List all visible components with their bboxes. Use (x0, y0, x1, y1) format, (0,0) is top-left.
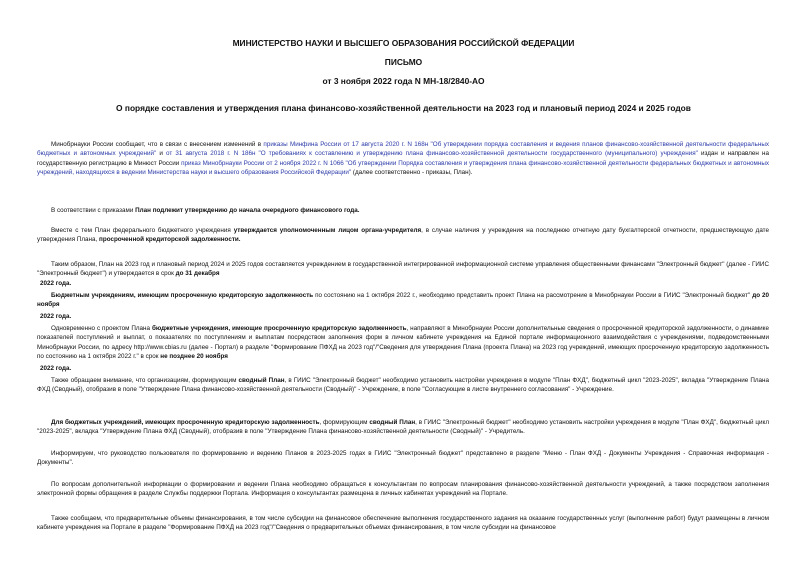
p4-year: 2022 года. (40, 280, 72, 287)
p1-text-c: издан и направлен на государственную регистрацию в Минюст России (37, 150, 769, 167)
p6-bold: бюджетные учреждения, имеющие просроченную кредиторскую задолженность (151, 325, 407, 332)
p3-text-a: Вместе с тем План федерального бюджетного учреждения (51, 227, 234, 234)
p5-text: по состоянию на 1 октября 2022 г., необходимо представить проект Плана на рассмотрение в Минобрнауки России в ГИИС "Электронный бюджет" (313, 292, 753, 299)
doc-type-heading: ПИСЬМО (384, 57, 423, 67)
paragraph-8 (37, 418, 769, 437)
link-order-168n[interactable]: приказы Минфина России от 17 августа 2020 г. N 168н "Об утверждении порядка составления и ведения планов финансово-хозяйственной деятельности федеральных бюджетных и автономных учреждений" (37, 141, 769, 158)
paragraph-6 (37, 324, 769, 362)
p6-text-b: , направляют в Минобрнауки России дополнительные сведения о просроченной кредиторской задолженности, о динамике показателей поступлений и выплат, о показателях по поступлениям и выплатам посредством заполнения форм в личном кабинете учреждения на Единой портале информационного взаимодействия с учреждениями, подведомственными Минобрнауки России, по адресу http://www.cbias.ru (далее - Портал) в разделе "Формирование ПФХД на 2023 год"/"Сведения для утверждения Плана (проекта Плана) на 2023 год учреждений, имеющих просроченную кредиторскую задолженность по состоянию на 1 октября 2022 г." в срок (37, 325, 770, 361)
p8-bold-1: Для бюджетных учреждений, имеющих просроченную кредиторскую задолженность (51, 419, 320, 426)
p5-bold-2: до 20 ноября (37, 292, 769, 309)
p4-text: Таким образом, План на 2023 год и плановый период 2024 и 2025 годов составляется учреждением в государственной интегрированной информационной системе управления общественными финансами "Электронный бюджет" (далее - ГИИС "Электронный бюджет") и утверждается в срок (37, 261, 769, 278)
p4-bold: до 31 декабря (175, 270, 220, 278)
p1-text-b: и (156, 150, 166, 158)
p7-text-b: , в ГИИС "Электронный бюджет" необходимо установить настройки учреждения в модуле "План ФХД", бюджетный цикл "2023-2025", вкладка "Утверждение Плана ФХД (Сводный), отобразив в поле "Утверждение Плана финансово-хозяйственной деятельности (Сводный)" - Учреждение, в поле "Согласующие в листе внутреннего согласования" - Учреждение. (37, 377, 769, 394)
paragraph-3 (37, 226, 769, 245)
p5-bold-1: Бюджетным учреждениям, имеющим просроченную кредиторскую задолженность (51, 292, 314, 299)
p6-bold-2: не позднее 20 ноября (160, 353, 228, 361)
link-order-186n[interactable]: от 31 августа 2018 г. N 186н "О требованиях к составлению и утверждению плана финансово-хозяйственной деятельности государственного (муниципального) учреждения" (166, 150, 698, 158)
paragraph-11: Также сообщаем, что предварительные объемы финансирования, в том числе субсидии на финансовое обеспечение выполнения государственного задания на оказание государственных услуг (выполнение работ) будут размещены в личном кабинете учреждения на Портале в разделе "Формирование ПФХД на 2023 год"/"Сведения о предварительных объемах финансирования, в том числе субсидии на финансовое (37, 515, 769, 532)
p8-text-b: , в ГИИС "Электронный бюджет" необходимо установить настройки учреждения в модуле "План ФХД", бюджетный цикл "2023-2025", вкладка "Утверждение Плана ФХД (Сводный), отобразив в поле "Утверждение Плана финансово-хозяйственной деятельности (Сводный)" - Учредитель. (37, 419, 769, 436)
p7-text-a: Также обращаем внимание, что организациям, формирующим (51, 377, 239, 384)
subject-heading: О порядке составления и утверждения плана финансово-хозяйственной деятельности на 2023 год и плановый период 2024 и 2025 годов (116, 103, 691, 113)
p8-bold-2: сводный План (369, 419, 416, 426)
p2-bold: План подлежит утверждению до начала очередного финансового года. (135, 207, 360, 214)
paragraph-7 (37, 376, 769, 395)
paragraph-1 (37, 140, 769, 178)
date-number-heading: от 3 ноября 2022 года N МН-18/2840-АО (322, 76, 485, 86)
paragraph-9: Информируем, что руководство пользователя по формированию и ведению Планов в 2023-2025 годах в ГИИС "Электронный бюджет" представлено в разделе "Меню - План ФХД - Документы Учреждения - Справочная информация - Документы". (37, 450, 769, 467)
p1-text-a: Минобрнауки России сообщает, что в связи с внесением изменений в (51, 141, 264, 148)
paragraph-2 (37, 206, 769, 215)
p3-text-b: , в случае наличия у учреждения на последнюю отчетную дату бухгалтерской отчетности, предшествующую дате утверждения Плана, (37, 227, 769, 244)
p6-year: 2022 года. (40, 365, 72, 372)
p6-text-a: Одновременно с проектом Плана (51, 325, 152, 332)
paragraph-5 (37, 291, 769, 310)
p3-bold-2: просроченной кредиторской задолженности. (99, 236, 241, 244)
p3-bold-1: утверждается уполномоченным лицом органа-учредителя (233, 227, 422, 234)
paragraph-4 (37, 260, 769, 279)
p7-bold: сводный План (238, 377, 285, 384)
paragraph-10: По вопросам дополнительной информации о формировании и ведении Плана необходимо обращаться к консультантам по вопросам планирования финансово-хозяйственной деятельности учреждений, а также посредством заполнения электронной формы обращения в разделе Службы поддержки Портала. Информация о консультантах размещена в личных кабинетах учреждений на Портале. (37, 481, 769, 498)
p1-text-d: (далее соответственно - приказы, План). (351, 169, 473, 177)
ministry-heading: МИНИСТЕРСТВО НАУКИ И ВЫСШЕГО ОБРАЗОВАНИЯ РОССИЙСКОЙ ФЕДЕРАЦИИ (232, 38, 575, 48)
p5-year: 2022 года. (40, 313, 72, 320)
p2-text: В соответствии с приказами (51, 207, 136, 214)
p8-text-a: , формирующим (319, 419, 370, 426)
link-order-1066[interactable]: приказ Минобрнауки России от 2 ноября 2022 г. N 1066 "Об утверждении Порядка составления и утверждения плана финансово-хозяйственной деятельности федеральных бюджетных и автономных учреждений, находящихся в ведении Министерства науки и высшего образования Российской Федерации" (37, 159, 770, 177)
